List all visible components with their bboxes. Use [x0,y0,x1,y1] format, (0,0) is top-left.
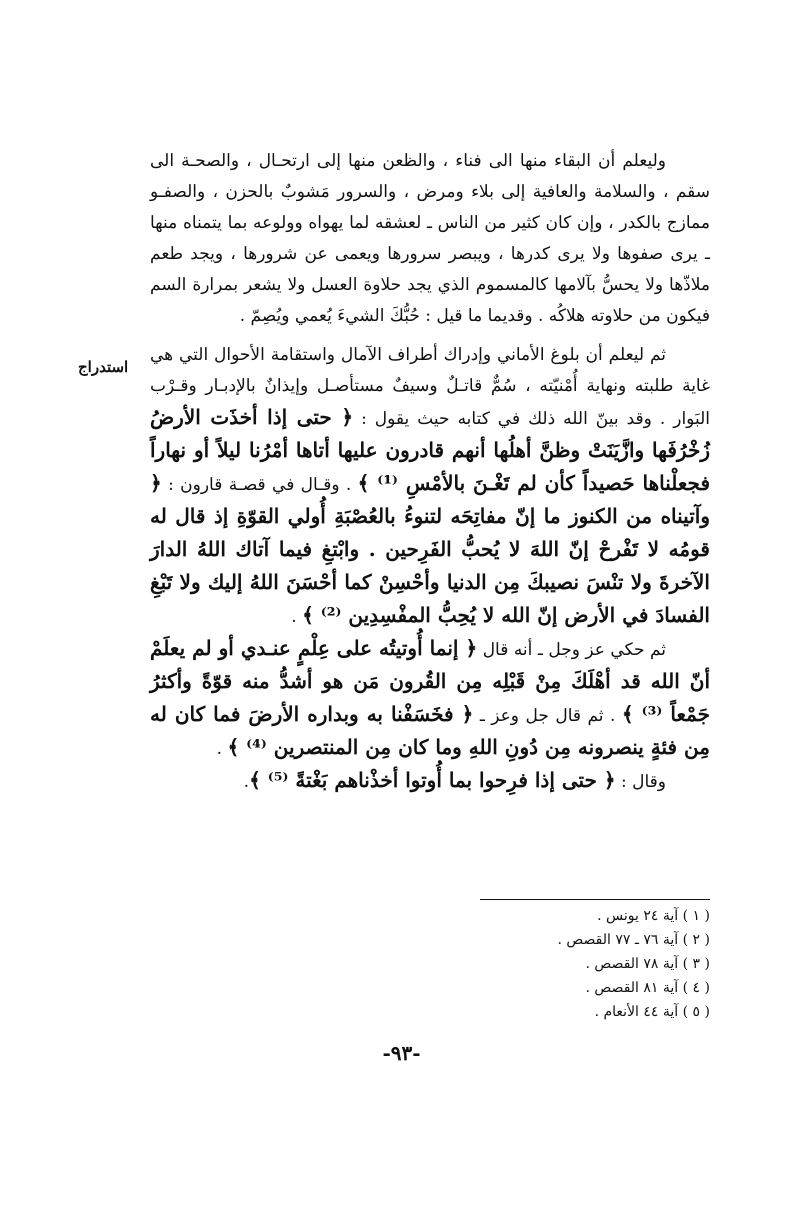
paragraph-3-connector: . ثم قال جل وعز ـ [479,706,622,726]
paragraph-2 [150,340,710,633]
margin-note: استدراج [78,358,129,376]
paragraph-2-end: . [291,607,303,627]
quran-verse-qasas-76-77: ﴿ وآتيناه من الكنوز ما إنّ مفاتِحَه لتنوءُ بالعُصْبَةِ أُولي القوّةِ إذ قال له قومُه لا تَفْرحْ إنّ اللهَ لا يُحبُّ الفَرِحين . وابْتغِ فيما آتاك اللهُ الدارَ الآخرةَ ولا تنْسَ نصيبكَ مِن الدنيا وأحْسِنْ كما أحْسَنَ اللهُ إليك ولا تَبْغِ الفسادَ في الأرض إنّ الله لا يُحِبُّ المفْسِدِين ⁽²⁾ ﴾ [150,471,710,627]
footnotes [400,904,710,1024]
quran-verse-anam-44: ﴿ حتى إذا فرِحوا بما أُوتوا أخذْناهم بَغْتةً ⁽⁵⁾ ﴾ [249,768,616,792]
paragraph-2-connector: . وقـال في قصـة قارون : [168,475,358,495]
footnote-3: ( ٣ ) آية ٧٨ القصص . [585,956,710,972]
quran-verse-qasas-78: ﴿ إنما أُوتيتُه على عِلْمٍ عنـدي أو لم يعلَمْ أنّ الله قد أهْلَكَ مِنْ قَبْلِه مِن القُرون مَن هو أشدُّ منه قوّةً وأكثرُ جَمْعاً ⁽³⁾ ﴾ [150,636,711,726]
footnote-2: ( ٢ ) آية ٧٦ ـ ٧٧ القصص . [557,932,710,948]
paragraph-4 [150,765,710,798]
footnote-divider [480,899,710,900]
page-number: -٩٣- [382,1041,421,1065]
paragraph-2-text: ثم ليعلم أن بلوغ الأماني وإدراك أطراف الآمال واستقامة الأحوال التي هي غاية طلبته ونهاية أُمْنيّته ، سُمٌّ قاتـلٌ وسيفٌ مستأصـل وإيذانٌ بالإدبـار وقـرْب البَوار . وقد بينّ الله ذلك في كتابه حيث يقول : [150,345,710,429]
paragraph-3-text: ثم حكي عز وجل ـ أنه قال [482,640,666,660]
paragraph-4-end: . [243,772,250,792]
body-text [150,146,710,798]
paragraph-4-text: وقال : [621,772,666,792]
footnote-1: ( ١ ) آية ٢٤ يونس . [597,908,710,924]
footnote-5: ( ٥ ) آية ٤٤ الأنعام . [594,1004,710,1020]
quran-verse-yunus-24: ﴿ حتى إذا أخذَت الأرضُ زُخْرُفَها وازَّيَنَتْ وظنَّ أهلُها أنهم قادرون عليها أتاها أمْرُنا ليلاً أو نهاراً فجعلْناها حَصيداً كأن لم تَغْـنَ بالأمْسِ ⁽¹⁾ ﴾ [150,405,711,495]
paragraph-1 [150,146,710,332]
paragraph-3 [150,633,710,765]
paragraph-3-end: . [216,739,228,759]
footnote-4: ( ٤ ) آية ٨١ القصص . [585,980,710,996]
paragraph-1-text: وليعلم أن البقاء منها الى فناء ، والظعن منها إلى ارتحـال ، والصحـة الى سقم ، والسلامة والعافية إلى بلاء ومرض ، والسرور مَشوبٌ بالحزن ، والصفـو ممازج بالكدر ، وإن كان كثير من الناس ـ لعشقه لما يهواه وولوعه بما يتمناه منها ـ يرى صفوها ولا يرى كدرها ، ويبصر سرورها ويعمى عن شرورها ، ويجد طعم ملاذّها ولا يحسُّ بآلامها كالمسموم الذي يجد حلاوة العسل ولا يشعر بمرارة السم فيكون من حلاوته هلاكُه . وقديما ما قيل : حُبُّكَ الشيءَ يُعمي ويُصِمّ . [150,151,710,326]
quran-verse-qasas-81: ﴿ فخَسَفْنا به وبداره الأرضَ فما كان له مِن فئةٍ ينصرونه مِن دُونِ اللهِ وما كان مِن المنتصرين ⁽⁴⁾ ﴾ [150,702,710,759]
